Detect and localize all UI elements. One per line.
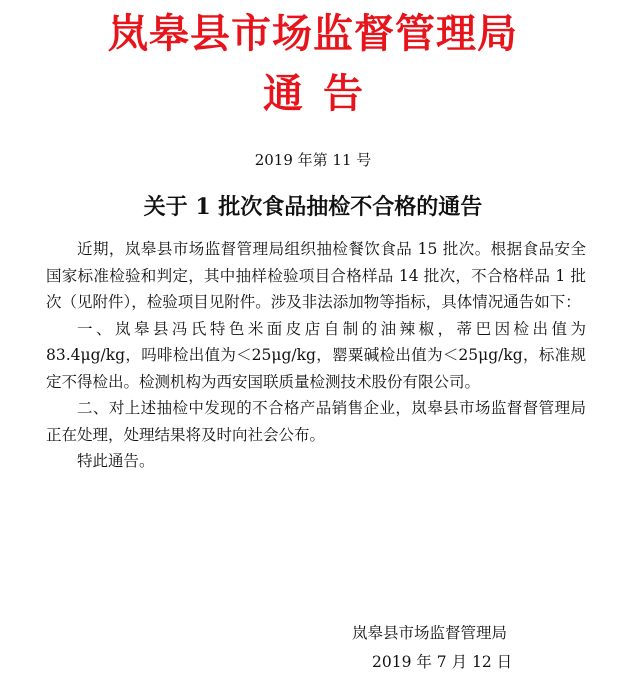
agency-header: 岚皋县市场监督管理局 <box>108 10 518 57</box>
notice-heading: 通告 <box>263 70 383 117</box>
paragraph-item-2: 二、对上述抽检中发现的不合格产品销售企业，岚皋县市场监督督管理局正在处理，处理结果将及时向社会公布。 <box>46 399 586 444</box>
paragraph-closing: 特此通告。 <box>77 452 155 470</box>
document-number: 2019 年第 11 号 <box>254 151 372 169</box>
notice-body <box>46 236 586 475</box>
signature-date: 2019 年 7 月 12 日 <box>372 653 513 671</box>
paragraph-item-1: 一、岚皋县冯氏特色米面皮店自制的油辣椒，蒂巴因检出值为 83.4μg/kg，吗啡检出值为＜25μg/kg，罂粟碱检出值为＜25μg/kg，标准规定不得检出。检测机构为西安国联质量检测技术股份有限公司。 <box>46 319 586 391</box>
signature-org: 岚皋县市场监督管理局 <box>352 624 508 642</box>
paragraph-intro: 近期，岚皋县市场监督管理局组织抽检餐饮食品 15 批次。根据食品安全国家标准检验和判定，其中抽样检验项目合格样品 14 批次，不合格样品 1 批次（见附件），检验项目见附件。涉及非法添加物等指标，具体情况通告如下： <box>46 240 586 311</box>
notice-title: 关于 1 批次食品抽检不合格的通告 <box>143 194 483 220</box>
